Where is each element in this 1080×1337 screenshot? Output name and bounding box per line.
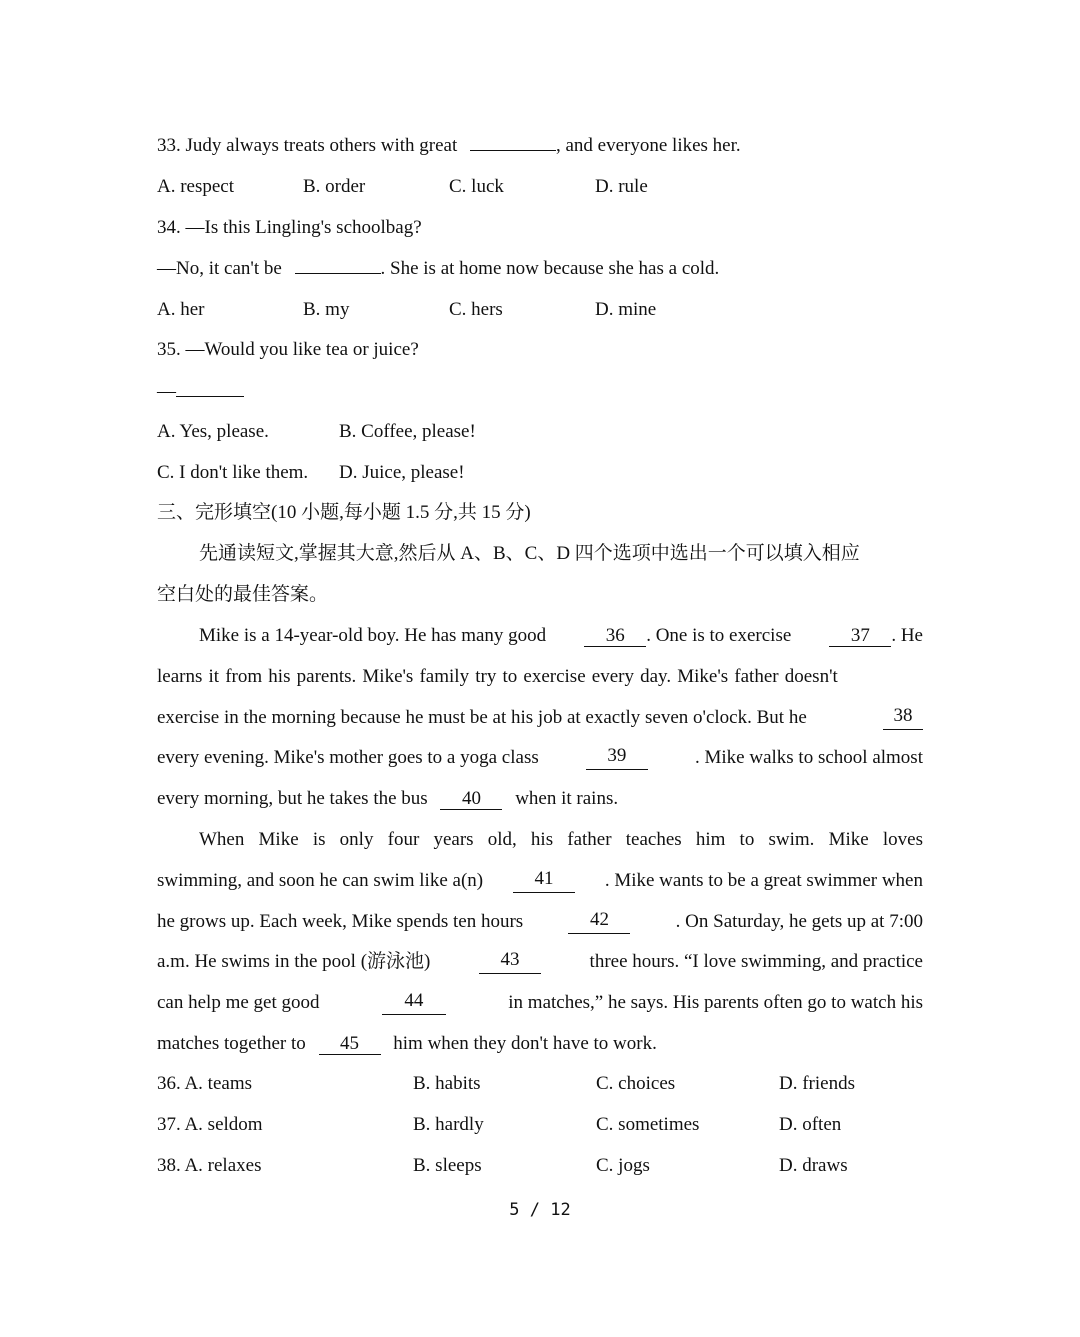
question-37-options: [157, 1113, 841, 1137]
option-a: A. respect: [157, 176, 235, 197]
option-a: 38. A. relaxes: [157, 1155, 262, 1176]
option-b: B. Coffee, please!: [339, 421, 476, 442]
passage-text: Mike is a 14-year-old boy. He has many good: [199, 625, 547, 646]
question-34-reply-before: —No, it can't be: [157, 258, 282, 279]
section-heading: 三、完形填空(10 小题,每小题 1.5 分,共 15 分): [157, 502, 531, 523]
option-a: A. her: [157, 299, 205, 320]
question-38-options: [157, 1154, 848, 1178]
passage-line: [199, 828, 923, 852]
question-34-options: [157, 298, 656, 322]
page-number: 5 / 12: [509, 1200, 571, 1220]
passage-text: in matches,” he says. His parents often go to watch his: [508, 992, 923, 1013]
blank-42: 42: [568, 910, 630, 934]
question-35-options-row2: [157, 461, 465, 485]
question-33-stem: [157, 134, 741, 158]
option-a: 36. A. teams: [157, 1073, 252, 1094]
passage-text: matches together to: [157, 1033, 306, 1054]
blank-39: 39: [586, 746, 648, 770]
passage-text: learns it from his parents. Mike's family try to exercise every day. Mike's father doesn't: [157, 666, 838, 687]
option-d: D. mine: [595, 299, 657, 320]
option-b: B. my: [303, 299, 350, 320]
passage-text: can help me get good: [157, 992, 320, 1013]
passage-line: [157, 910, 923, 934]
passage-text: exercise in the morning because he must be at his job at exactly seven o'clock. But he: [157, 707, 807, 728]
option-b: B. hardly: [413, 1114, 484, 1135]
passage-text: every morning, but he takes the bus: [157, 788, 428, 809]
option-c: C. hers: [449, 299, 503, 320]
option-d: D. friends: [779, 1073, 855, 1094]
question-35-reply: [157, 380, 244, 404]
blank-38: 38: [883, 706, 923, 730]
answer-blank: [176, 396, 244, 397]
blank-45: 45: [319, 1034, 381, 1055]
answer-blank: [295, 273, 381, 274]
passage-text: every evening. Mike's mother goes to a yoga class: [157, 747, 539, 768]
blank-36: 36: [584, 626, 646, 647]
blank-37: 37: [829, 626, 891, 647]
section-instruction-line2: 空白处的最佳答案。: [157, 584, 329, 605]
passage-text: three hours. “I love swimming, and practice: [589, 951, 923, 972]
passage-text: . Mike walks to school almost: [695, 747, 923, 768]
passage-line: [157, 869, 923, 893]
passage-text: . He: [891, 625, 923, 646]
question-36-options: [157, 1072, 855, 1096]
blank-43: 43: [479, 950, 541, 974]
option-d: D. draws: [779, 1155, 848, 1176]
question-35-options-row1: [157, 420, 476, 444]
option-b: B. habits: [413, 1073, 481, 1094]
passage-line: [157, 1032, 657, 1056]
passage-text: when it rains.: [515, 788, 619, 809]
option-d: D. often: [779, 1114, 842, 1135]
question-35-stem: 35. —Would you like tea or juice?: [157, 339, 419, 360]
passage-text: . On Saturday, he gets up at 7:00: [675, 911, 923, 932]
question-33-text-after: , and everyone likes her.: [555, 135, 741, 156]
passage-blank-group: [829, 624, 923, 648]
question-33-text-before: 33. Judy always treats others with great: [157, 135, 458, 156]
option-b: B. order: [303, 176, 366, 197]
question-34-reply-after: . She is at home now because she has a cold.: [380, 258, 720, 279]
option-c: C. sometimes: [596, 1114, 700, 1135]
passage-line: [157, 991, 923, 1015]
option-a: A. Yes, please.: [157, 421, 269, 442]
passage-line: [157, 746, 923, 770]
passage-text: . One is to exercise: [646, 625, 792, 646]
blank-44: 44: [382, 991, 446, 1015]
passage-line: [157, 950, 923, 974]
passage-line: [157, 787, 618, 811]
option-c: C. choices: [596, 1073, 676, 1094]
question-34-stem: 34. —Is this Lingling's schoolbag?: [157, 217, 422, 238]
passage-text: swimming, and soon he can swim like a(n): [157, 870, 484, 891]
section-instruction-line1: 先通读短文,掌握其大意,然后从 A、B、C、D 四个选项中选出一个可以填入相应: [199, 543, 860, 564]
passage-text: When Mike is only four years old, his father teaches him to swim. Mike loves: [199, 829, 923, 850]
option-c: C. luck: [449, 176, 504, 197]
option-c: C. jogs: [596, 1155, 650, 1176]
question-33-options: [157, 175, 648, 199]
option-d: D. Juice, please!: [339, 462, 465, 483]
blank-40: 40: [440, 789, 502, 810]
option-a: 37. A. seldom: [157, 1114, 263, 1135]
passage-line: [157, 665, 923, 689]
option-d: D. rule: [595, 176, 648, 197]
option-b: B. sleeps: [413, 1155, 482, 1176]
passage-line: [157, 706, 923, 730]
blank-41: 41: [513, 869, 575, 893]
passage-text: he grows up. Each week, Mike spends ten hours: [157, 911, 524, 932]
question-35-dash: —: [157, 381, 176, 402]
passage-text: . Mike wants to be a great swimmer when: [604, 870, 923, 891]
passage-blank-group: [584, 624, 791, 648]
question-34-reply: [157, 257, 719, 281]
answer-blank: [470, 150, 556, 151]
option-c: C. I don't like them.: [157, 462, 309, 483]
passage-line: [199, 624, 923, 648]
passage-text: him when they don't have to work.: [393, 1033, 657, 1054]
passage-text: a.m. He swims in the pool (游泳池): [157, 951, 431, 972]
